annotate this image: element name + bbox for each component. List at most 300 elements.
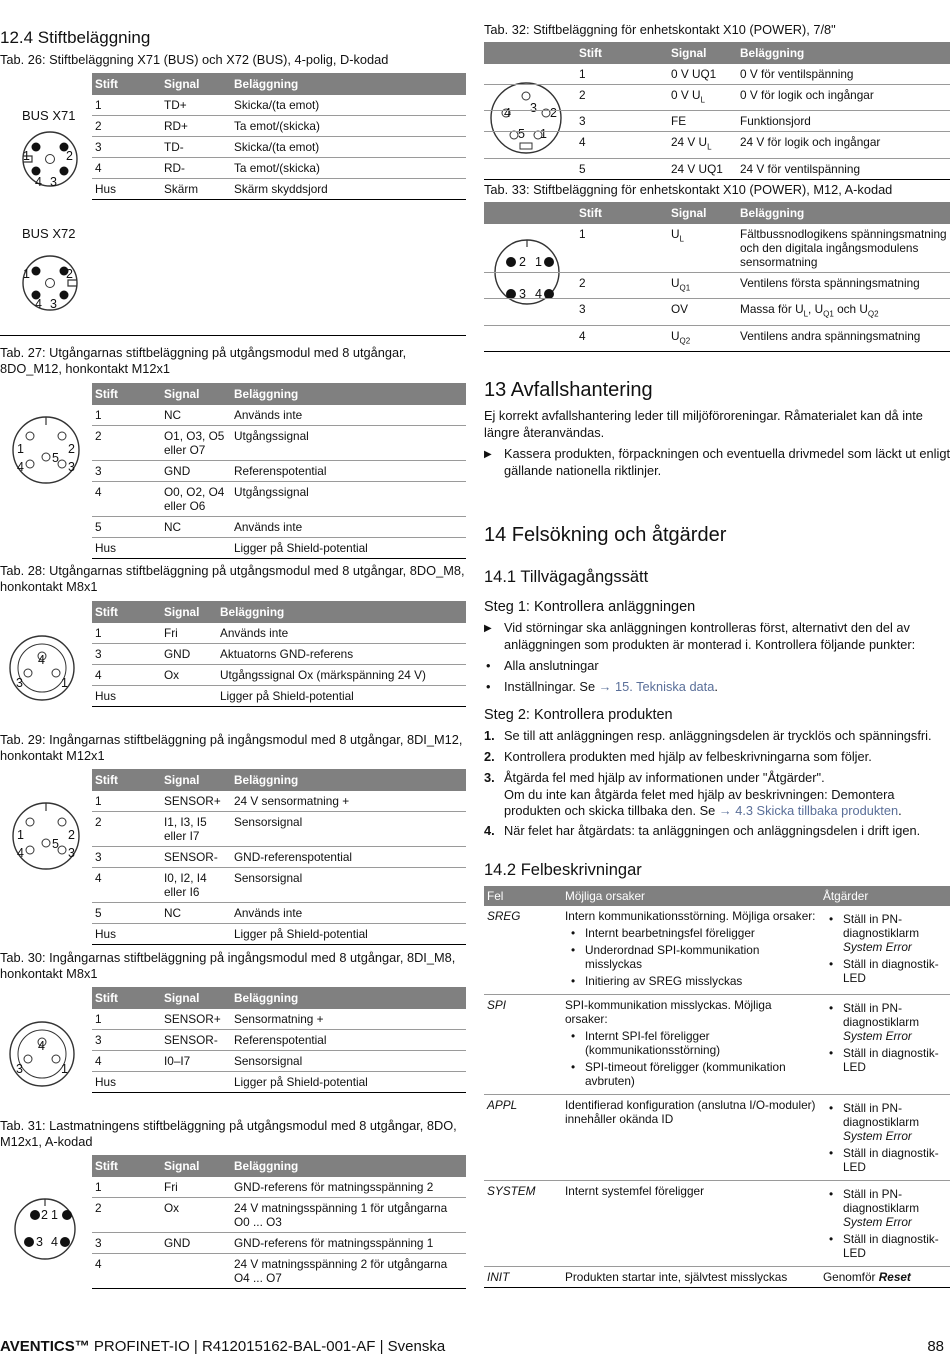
table-cell: 24 V matningsspänning 2 för utgångarna O4 ... O7 <box>231 1254 466 1289</box>
table-row <box>484 85 950 111</box>
col-header: Stift <box>92 1155 161 1177</box>
table-cell: I1, I3, I5 eller I7 <box>161 812 231 847</box>
col-header: Signal <box>668 42 737 64</box>
action-item: • Ställ in diagnostik-LED <box>843 957 947 985</box>
table-row <box>92 179 466 200</box>
pin-table <box>484 202 950 352</box>
table-cell: I0–I7 <box>161 1051 231 1072</box>
table-cell: 1 <box>92 791 161 812</box>
connector-diagram: 1 2 4 3 5 <box>10 800 82 872</box>
col-header: Beläggning <box>231 769 466 791</box>
cause-item: • Internt bearbetningsfel föreligger <box>585 926 817 940</box>
connector-diagram: 3 4 2 5 1 <box>488 80 564 156</box>
table-cell: Fältbussnodlogikens spänningsmatning och den digitala ingångsmodulens sensormatning <box>737 224 950 273</box>
subscript: L <box>707 142 712 152</box>
error-code-text: SREG <box>487 909 521 923</box>
col-header: Stift <box>92 987 161 1009</box>
table-caption: Tab. 28: Utgångarnas stiftbeläggning på utgångsmodul med 8 utgångar, 8DO_M8, honkontakt M8x1 <box>0 563 465 594</box>
table-cell: RD+ <box>161 116 231 137</box>
table-row <box>92 686 466 707</box>
cause-text: Produkten startar inte, självtest misslyckas <box>565 1270 788 1284</box>
step-heading: Steg 1: Kontrollera anläggningen <box>484 599 696 615</box>
table-cell: Aktuatorns GND-referens <box>217 644 466 665</box>
action-item <box>843 1101 947 1143</box>
table-cell: OV <box>668 299 737 325</box>
table-cell: 2 <box>484 273 668 299</box>
table-cell: 24 V för ventilspänning <box>737 158 950 179</box>
connector-diagram: 1 2 4 3 <box>20 253 80 313</box>
action-text: Genomför <box>823 1270 879 1284</box>
table-cell: 4 <box>92 482 161 517</box>
table-cell: Hus <box>92 179 161 200</box>
table-cell: Funktionsjord <box>737 111 950 132</box>
step-heading: Steg 2: Kontrollera produkten <box>484 707 673 723</box>
col-header: Fel <box>484 886 562 906</box>
action-text: Ställ in PN-diagnostiklarm <box>843 1187 920 1215</box>
table-cell: 2 <box>92 426 161 461</box>
bullet-text: Inställningar. Se <box>504 679 596 694</box>
table-row <box>484 64 950 85</box>
table-cell <box>161 686 217 707</box>
error-table <box>484 886 950 1288</box>
table-cell: Ligger på Shield-potential <box>231 924 466 945</box>
error-row <box>484 1181 950 1267</box>
error-cause <box>562 906 820 995</box>
table-cell: RD- <box>161 158 231 179</box>
action-emph-text: Reset <box>878 1270 911 1284</box>
table-row <box>484 325 950 351</box>
brand-name: AVENTICS™ <box>0 1338 90 1355</box>
cross-ref-link[interactable]: 15. Tekniska data <box>614 679 715 694</box>
action-item <box>843 1001 947 1043</box>
table-row <box>92 1233 466 1254</box>
table-cell: Ligger på Shield-potential <box>231 538 466 559</box>
table-row <box>92 924 466 945</box>
table-cell <box>161 1254 231 1289</box>
col-header: Signal <box>161 1155 231 1177</box>
cause-text: Intern kommunikationsstörning. Möjliga orsaker: <box>565 909 816 923</box>
connector-diagram: 4 3 1 <box>6 1018 78 1090</box>
table-cell: 24 V sensormatning + <box>231 791 466 812</box>
table-cell: Utgångssignal <box>231 426 466 461</box>
action-text: Ställ in PN-diagnostiklarm <box>843 1001 920 1029</box>
table-cell: Ox <box>161 1198 231 1233</box>
table-cell: NC <box>161 405 231 426</box>
action-emph <box>879 1270 911 1284</box>
subscript: L <box>700 95 705 105</box>
table-cell: 0 V $U_L$ <box>668 85 737 111</box>
subscript: L <box>679 234 684 244</box>
error-code <box>484 995 562 1095</box>
table-cell: 24 V matningsspänning 1 för utgångarna O0 ... O3 <box>231 1198 466 1233</box>
table-cell: 24 V $U_L$ <box>668 132 737 158</box>
instruction-step: ▶ Vid störningar ska anläggningen kontrolleras först, alternativt den del av anläggningen som produkten är monterad i. Kontrollera följande punkter: <box>484 620 950 653</box>
table-row <box>92 538 466 559</box>
connector-diagram: 4 3 1 <box>6 632 78 704</box>
error-action <box>820 1181 950 1267</box>
section-title: 12.4 Stiftbeläggning <box>0 28 151 47</box>
table-row <box>484 273 950 299</box>
error-row <box>484 906 950 995</box>
page-footer <box>0 1338 950 1357</box>
table-cell: Fri <box>161 623 217 644</box>
doc-info: PROFINET-IO | R412015162-BAL-001-AF | Svenska <box>89 1338 446 1355</box>
table-row <box>92 1072 466 1093</box>
col-header: Signal <box>161 73 231 95</box>
table-row <box>92 461 466 482</box>
error-cause <box>562 1095 820 1181</box>
table-cell: Ox <box>161 665 217 686</box>
table-cell: Ligger på Shield-potential <box>231 1072 466 1093</box>
table-caption: Tab. 29: Ingångarnas stiftbeläggning på ingångsmodul med 8 utgångar, 8DI_M12, honkontakt M12x1 <box>0 732 463 763</box>
action-list <box>823 1187 947 1260</box>
error-action <box>820 995 950 1095</box>
table-row <box>484 299 950 325</box>
heading-14-1: 14.1 Tillvägagångssätt <box>484 568 649 586</box>
cause-list <box>565 1029 817 1088</box>
table-cell: NC <box>161 903 231 924</box>
table-cell: Referenspotential <box>231 461 466 482</box>
table-cell: Fri <box>161 1177 231 1198</box>
table-cell: Sensorsignal <box>231 1051 466 1072</box>
cause-text: SPI-kommunikation misslyckas. Möjliga orsaker: <box>565 998 772 1026</box>
table-row <box>92 791 466 812</box>
pin-table <box>92 601 466 707</box>
paragraph: Ej korrekt avfallshantering leder till miljöföroreningar. Råmaterialet kan då inte längre återanvändas. <box>484 408 923 440</box>
table-cell: Utgångssignal Ox (märkspänning 24 V) <box>217 665 466 686</box>
action-item <box>843 1187 947 1229</box>
pin-table <box>92 1155 466 1289</box>
table-caption: Tab. 27: Utgångarnas stiftbeläggning på utgångsmodul med 8 utgångar, 8DO_M12, honkontakt M12x1 <box>0 345 407 376</box>
table-cell: 1 <box>92 1009 161 1030</box>
action-item: • Ställ in diagnostik-LED <box>843 1046 947 1074</box>
numbered-item: 2. Kontrollera produkten med hjälp av felbeskrivningarna som följer. <box>484 749 872 764</box>
table-row <box>92 644 466 665</box>
table-cell: 1 <box>92 405 161 426</box>
table-cell: Används inte <box>217 623 466 644</box>
table-cell: 4 <box>92 665 161 686</box>
error-code-text: SPI <box>487 998 507 1012</box>
table-row <box>92 137 466 158</box>
heading-14: 14 Felsökning och åtgärder <box>484 524 727 546</box>
cause-item: • Initiering av SREG misslyckas <box>585 974 817 988</box>
table-cell: Ventilens första spänningsmatning <box>737 273 950 299</box>
table-cell: Sensorsignal <box>231 868 466 903</box>
col-header: Beläggning <box>231 73 466 95</box>
error-row <box>484 995 950 1095</box>
table-cell: 4 <box>92 1254 161 1289</box>
error-code <box>484 1267 562 1288</box>
connector-diagram: 1 2 4 3 5 <box>10 414 82 486</box>
table-row <box>92 95 466 116</box>
table-row <box>92 1009 466 1030</box>
table-cell: 24 V för logik och ingångar <box>737 132 950 158</box>
table-cell: $U_{Q2}$ <box>668 325 737 351</box>
col-header: Åtgärder <box>820 886 950 906</box>
table-cell: Sensorsignal <box>231 812 466 847</box>
table-cell: 3 <box>92 1233 161 1254</box>
action-emph: System Error <box>843 940 912 954</box>
error-code <box>484 1095 562 1181</box>
table-row <box>484 132 950 158</box>
table-cell: 4 <box>484 132 668 158</box>
action-list <box>823 1001 947 1074</box>
cause-item: • SPI-timeout föreligger (kommunikation avbruten) <box>585 1060 817 1088</box>
table-row <box>484 158 950 179</box>
connector-label: BUS X71 <box>22 108 76 123</box>
col-header: Beläggning <box>737 202 950 224</box>
table-row <box>92 158 466 179</box>
table-row <box>92 665 466 686</box>
table-cell: GND-referens för matningsspänning 1 <box>231 1233 466 1254</box>
item-text: Åtgärda fel med hjälp av informationen under "Åtgärder". <box>504 770 825 785</box>
table-cell: 3 <box>92 137 161 158</box>
pin-table <box>92 383 466 559</box>
table-cell: GND <box>161 1233 231 1254</box>
table-cell: 3 <box>484 299 668 325</box>
col-header: Stift <box>92 769 161 791</box>
table-cell: Skicka/(ta emot) <box>231 95 466 116</box>
table-cell: Används inte <box>231 405 466 426</box>
table-cell: SENSOR+ <box>161 1009 231 1030</box>
table-row <box>92 903 466 924</box>
error-cause <box>562 1267 820 1288</box>
table-cell: 1 <box>92 623 161 644</box>
table-cell: GND <box>161 461 231 482</box>
table-caption: Tab. 26: Stiftbeläggning X71 (BUS) och X72 (BUS), 4-polig, D-kodad <box>0 52 389 67</box>
table-row <box>92 1030 466 1051</box>
subscript: Q2 <box>679 336 691 346</box>
table-row <box>92 1254 466 1289</box>
action-item: • Ställ in diagnostik-LED <box>843 1146 947 1174</box>
table-cell <box>161 538 231 559</box>
table-caption: Tab. 32: Stiftbeläggning för enhetskontakt X10 (POWER), 7/8" <box>484 22 836 37</box>
item-text: Om du inte kan åtgärda felet med hjälp av beskrivningen: Demontera produkten och skicka tillbaka den. Se <box>504 786 895 818</box>
error-row <box>484 1095 950 1181</box>
table-row <box>92 623 466 644</box>
table-cell: Ventilens andra spänningsmatning <box>737 325 950 351</box>
error-action <box>820 906 950 995</box>
col-header: Beläggning <box>231 987 466 1009</box>
table-cell: SENSOR- <box>161 847 231 868</box>
table-cell: FE <box>668 111 737 132</box>
table-cell: 24 V UQ1 <box>668 158 737 179</box>
table-row <box>92 482 466 517</box>
col-header: Signal <box>161 769 231 791</box>
table-cell: Hus <box>92 538 161 559</box>
cause-text: Identifierad konfiguration (anslutna I/O-moduler) innehåller okända ID <box>565 1098 816 1126</box>
item-text: När felet har åtgärdats: ta anläggningen och anläggningsdelen i drift igen. <box>504 823 921 838</box>
table-cell: $U_{Q1}$ <box>668 273 737 299</box>
table-cell: 2 <box>92 116 161 137</box>
table-cell: Referenspotential <box>231 1030 466 1051</box>
table-row <box>92 116 466 137</box>
table-cell: GND-referenspotential <box>231 847 466 868</box>
table-row <box>484 224 950 273</box>
numbered-item: 4. När felet har åtgärdats: ta anläggningen och anläggningsdelen i drift igen. <box>484 823 921 838</box>
table-cell: NC <box>161 517 231 538</box>
col-header: Beläggning <box>231 1155 466 1177</box>
table-cell: SENSOR- <box>161 1030 231 1051</box>
cause-item: • Internt SPI-fel föreligger (kommunikationsstörning) <box>585 1029 817 1057</box>
table-cell: 1 <box>484 224 668 273</box>
table-cell: 1 <box>92 1177 161 1198</box>
error-cause <box>562 1181 820 1267</box>
table-row <box>484 111 950 132</box>
table-cell: O1, O3, O5 eller O7 <box>161 426 231 461</box>
table-row <box>92 812 466 847</box>
table-cell: Hus <box>92 1072 161 1093</box>
table-cell: 3 <box>92 644 161 665</box>
action-list <box>823 1101 947 1174</box>
table-cell <box>161 1072 231 1093</box>
table-cell: 3 <box>92 847 161 868</box>
item-text: Kontrollera produkten med hjälp av felbeskrivningarna som följer. <box>504 749 872 764</box>
table-cell: TD- <box>161 137 231 158</box>
table-cell: TD+ <box>161 95 231 116</box>
error-row <box>484 1267 950 1288</box>
table-cell: 5 <box>92 903 161 924</box>
col-header: Beläggning <box>217 601 466 623</box>
bullet-item: • Alla anslutningar <box>484 658 599 675</box>
heading-13: 13 Avfallshantering <box>484 379 653 401</box>
table-cell: 0 V UQ1 <box>668 64 737 85</box>
error-code-text: INIT <box>487 1270 510 1284</box>
table-cell: Utgångssignal <box>231 482 466 517</box>
action-text: Ställ in PN-diagnostiklarm <box>843 912 920 940</box>
table-cell: $U_L$ <box>668 224 737 273</box>
table-cell: GND-referens för matningsspänning 2 <box>231 1177 466 1198</box>
table-cell: 1 <box>484 64 668 85</box>
table-cell: I0, I2, I4 eller I6 <box>161 868 231 903</box>
connector-diagram: 2 1 3 4 <box>492 237 562 307</box>
col-header: Stift <box>92 383 161 405</box>
action-item <box>843 912 947 954</box>
table-row <box>92 405 466 426</box>
table-cell: 5 <box>92 517 161 538</box>
pin-table <box>92 987 466 1093</box>
table-cell: Skärm <box>161 179 231 200</box>
table-row <box>92 1177 466 1198</box>
connector-diagram: 2 1 3 4 <box>12 1196 78 1262</box>
page-number: 88 <box>927 1338 944 1355</box>
table-caption: Tab. 30: Ingångarnas stiftbeläggning på ingångsmodul med 8 utgångar, 8DI_M8, honkontakt M8x1 <box>0 950 456 981</box>
table-cell: 2 <box>92 1198 161 1233</box>
table-cell: 3 <box>92 1030 161 1051</box>
subscript: Q1 <box>679 283 691 293</box>
table-cell: 4 <box>92 868 161 903</box>
cause-item: • Underordnad SPI-kommunikation misslyckas <box>585 943 817 971</box>
error-code-text: SYSTEM <box>487 1184 536 1198</box>
connector-diagram: 1 2 4 3 <box>20 129 80 189</box>
table-cell: 0 V för ventilspänning <box>737 64 950 85</box>
col-header: Stift <box>92 73 161 95</box>
table-cell: 2 <box>92 812 161 847</box>
table-cell: 0 V för logik och ingångar <box>737 85 950 111</box>
numbered-item: 3. Åtgärda fel med hjälp av informationen under "Åtgärder". Om du inte kan åtgärda felet med hjälp av beskrivningen: Demontera produkten och skicka tillbaka den. Se → 4.3 Skicka tillbaka produkten. <box>484 770 902 818</box>
table-cell: Används inte <box>231 903 466 924</box>
table-cell: Skicka/(ta emot) <box>231 137 466 158</box>
table-cell: 5 <box>484 158 668 179</box>
table-cell: O0, O2, O4 eller O6 <box>161 482 231 517</box>
table-row <box>92 847 466 868</box>
table-caption: Tab. 33: Stiftbeläggning för enhetskontakt X10 (POWER), M12, A-kodad <box>484 182 893 197</box>
error-code-text: APPL <box>487 1098 518 1112</box>
action-emph: System Error <box>843 1215 912 1229</box>
error-cause <box>562 995 820 1095</box>
table-cell: 3 <box>92 461 161 482</box>
action-text: Ställ in PN-diagnostiklarm <box>843 1101 920 1129</box>
table-cell: Används inte <box>231 517 466 538</box>
action-emph: System Error <box>843 1029 912 1043</box>
table-caption: Tab. 31: Lastmatningens stiftbeläggning på utgångsmodul med 8 utgångar, 8DO, M12x1, A-kodad <box>0 1118 457 1149</box>
table-cell: Massa för $U_L$, $U_{Q1}$ och $U_{Q2}$ <box>737 299 950 325</box>
table-cell: 4 <box>92 1051 161 1072</box>
col-header: Stift <box>92 601 161 623</box>
action-emph: System Error <box>843 1129 912 1143</box>
action-list <box>823 912 947 985</box>
table-cell <box>161 924 231 945</box>
heading-14-2: 14.2 Felbeskrivningar <box>484 861 642 879</box>
table-cell: Skärm skyddsjord <box>231 179 466 200</box>
cause-list <box>565 926 817 988</box>
pin-table <box>92 769 466 945</box>
cause-text: Internt systemfel föreligger <box>565 1184 704 1198</box>
item-text: Se till att anläggningen resp. anläggningsdelen är trycklös och spänningsfri. <box>504 728 932 743</box>
table-row <box>92 1051 466 1072</box>
error-action <box>820 1267 950 1288</box>
table-cell: Hus <box>92 686 161 707</box>
table-cell: SENSOR+ <box>161 791 231 812</box>
table-cell: 2 <box>484 85 668 111</box>
col-header: Beläggning <box>737 42 950 64</box>
table-row <box>92 426 466 461</box>
table-cell: Ligger på Shield-potential <box>217 686 466 707</box>
error-code <box>484 1181 562 1267</box>
table-row <box>92 868 466 903</box>
error-action <box>820 1095 950 1181</box>
col-header: Stift <box>484 42 668 64</box>
connector-label: BUS X72 <box>22 226 76 241</box>
table-cell: 4 <box>484 325 668 351</box>
table-row <box>92 1198 466 1233</box>
table-cell: Ta emot/(skicka) <box>231 116 466 137</box>
pin-table <box>92 73 466 200</box>
table-cell: 3 <box>484 111 668 132</box>
col-header: Beläggning <box>231 383 466 405</box>
col-header: Signal <box>668 202 737 224</box>
table-cell: Sensormatning + <box>231 1009 466 1030</box>
numbered-item: 1. Se till att anläggningen resp. anläggningsdelen är trycklös och spänningsfri. <box>484 728 932 743</box>
instruction-step: ▶ Kassera produkten, förpackningen och eventuella drivmedel som läckt ut enligt gällande nationella riktlinjer. <box>484 446 950 479</box>
action-item: • Ställ in diagnostik-LED <box>843 1232 947 1260</box>
table-cell: Ta emot/(skicka) <box>231 158 466 179</box>
col-header: Möjliga orsaker <box>562 886 820 906</box>
table-cell: 1 <box>92 95 161 116</box>
table-cell: Hus <box>92 924 161 945</box>
table-cell: 4 <box>92 158 161 179</box>
col-header: Signal <box>161 383 231 405</box>
table-cell: GND <box>161 644 217 665</box>
col-header: Signal <box>161 987 231 1009</box>
table-row <box>92 517 466 538</box>
pin-table <box>484 42 950 180</box>
error-code <box>484 906 562 995</box>
col-header: Signal <box>161 601 217 623</box>
cross-ref-link[interactable]: 4.3 Skicka tillbaka produkten <box>735 803 899 818</box>
bullet-item: • Inställningar. Se → 15. Tekniska data. <box>484 679 718 696</box>
col-header: Stift <box>484 202 668 224</box>
